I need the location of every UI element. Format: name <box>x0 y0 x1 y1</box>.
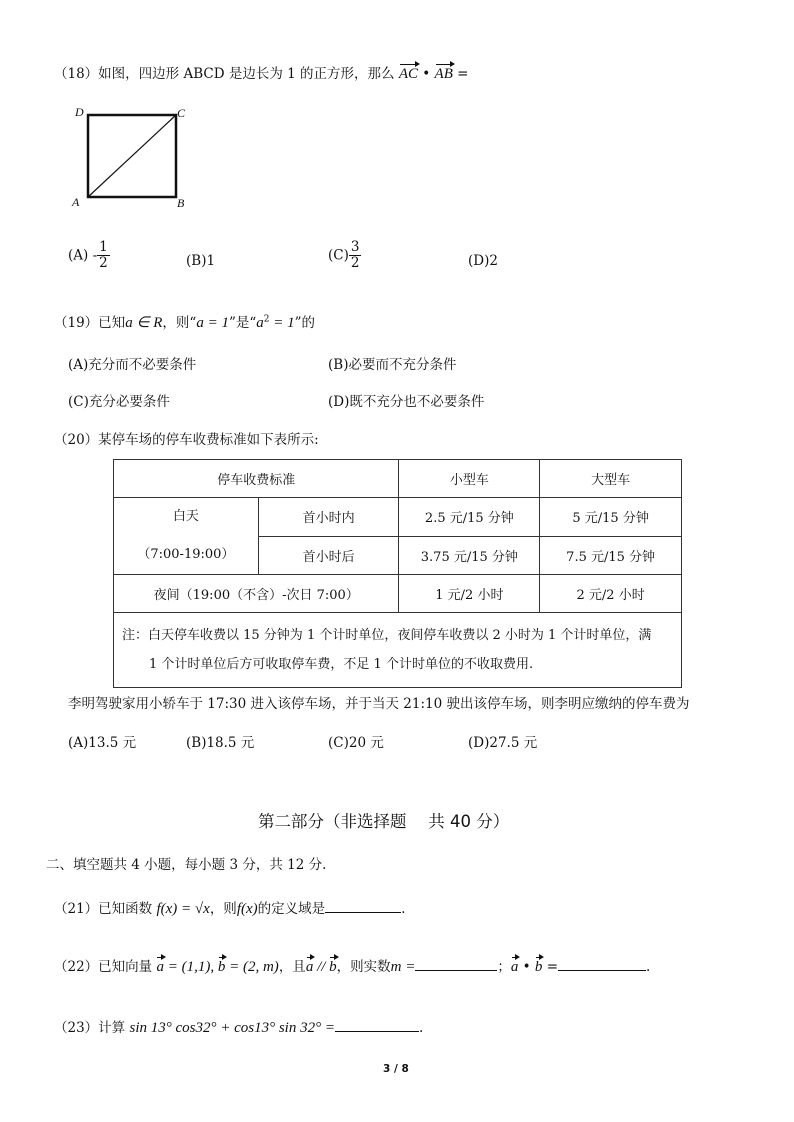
fraction-numerator: 3 <box>350 239 360 255</box>
q19-option-a[interactable]: (A)充分而不必要条件 <box>68 357 197 373</box>
fraction-denominator: 2 <box>350 254 360 271</box>
table-note <box>114 613 682 688</box>
q19-condition-1: a ∈ R <box>125 315 163 331</box>
q22-parallel-b: b <box>329 959 337 975</box>
table-row <box>114 613 682 688</box>
q19-option-b[interactable]: (B)必要而不充分条件 <box>328 357 457 373</box>
q20-option-d[interactable]: (D)27.5 元 <box>468 735 538 751</box>
header-fee-standard: 停车收费标准 <box>114 460 399 498</box>
q19-condition-3-exponent: 2 <box>263 314 270 325</box>
q22-m-equals: m = <box>390 959 416 975</box>
part-two-heading: 第二部分（非选择题 共 40 分） <box>258 812 510 831</box>
q23-expression: sin 13° cos32° + cos13° sin 32° = <box>129 1020 335 1036</box>
q22-parallel-a: a <box>305 959 314 975</box>
table-row <box>114 498 682 537</box>
q19-condition-3-rest: = 1 <box>269 315 295 331</box>
q19-option-c[interactable]: (C)充分必要条件 <box>68 394 170 410</box>
q21-function-ref: f(x) <box>236 901 258 917</box>
night-label: 夜间（19:00（不含）-次日 7:00） <box>114 575 399 613</box>
note-line-1: 注：白天停车收费以 15 分钟为 1 个计时单位，夜间停车收费以 2 小时为 1 个计时单位，满 <box>122 628 652 643</box>
q22-separator: ； <box>497 959 511 975</box>
label-b: B <box>177 196 185 210</box>
q22-dot-a: a <box>510 959 519 975</box>
label-a: A <box>72 195 80 209</box>
q18-option-c[interactable] <box>328 240 361 271</box>
small-night-fee: 1 元/2 小时 <box>399 575 540 613</box>
q18-option-a-label: (A) - <box>68 247 98 264</box>
q18-suffix: = <box>452 66 469 82</box>
q19-mid-2: ”是“ <box>228 315 257 331</box>
q21-stem <box>54 897 405 918</box>
q19-option-d[interactable]: (D)既不充分也不必要条件 <box>328 394 485 410</box>
q19-prefix: （19）已知 <box>54 315 126 331</box>
after-first-hour-label: 首小时后 <box>258 536 399 575</box>
note-line-2: 1 个计时单位后方可收取停车费，不足 1 个计时单位的不收取费用. <box>149 657 534 672</box>
q18-option-b[interactable]: (B)1 <box>186 253 216 269</box>
q22-vector-b-value: = (2, m) <box>225 959 279 975</box>
label-d: D <box>75 105 84 119</box>
q22-dot-symbol: • <box>518 959 535 975</box>
day-label: 白天 <box>172 509 199 524</box>
section-two-instructions: 二、填空题共 4 小题，每小题 3 分，共 12 分. <box>46 857 327 873</box>
small-after-first-hour-fee: 3.75 元/15 分钟 <box>399 536 540 575</box>
table-row <box>114 460 682 498</box>
q20-question: 李明驾驶家用小轿车于 17:30 进入该停车场，并于当天 21:10 驶出该停车场，则李明应缴纳的停车费为 <box>68 696 690 712</box>
q23-answer-blank[interactable] <box>335 1017 419 1032</box>
q21-end: . <box>401 901 406 917</box>
q18-vector-ac: AC <box>398 66 418 82</box>
q22-dot-answer-blank[interactable] <box>558 956 646 971</box>
day-hours: （7:00-19:00） <box>137 547 235 562</box>
fraction-denominator: 2 <box>99 254 108 271</box>
q18-stem <box>54 62 468 83</box>
q23-prefix: （23）计算 <box>54 1020 126 1036</box>
first-hour-label: 首小时内 <box>258 498 399 537</box>
large-night-fee: 2 元/2 小时 <box>540 575 682 613</box>
q21-suffix: 的定义域是 <box>257 901 326 917</box>
q21-answer-blank[interactable] <box>325 898 401 913</box>
q19-stem <box>54 311 315 332</box>
small-first-hour-fee: 2.5 元/15 分钟 <box>399 498 540 537</box>
q22-prefix: （22）已知向量 <box>54 959 153 975</box>
q22-m-answer-blank[interactable] <box>415 956 497 971</box>
q22-dot-b: b <box>534 959 543 975</box>
parking-fee-table <box>113 459 682 688</box>
q18-vector-ab: AB <box>434 66 453 82</box>
q22-end: . <box>646 959 651 975</box>
q19-condition-3-base: a <box>256 315 264 331</box>
q19-condition-2: a = 1 <box>196 315 229 331</box>
large-first-hour-fee: 5 元/15 分钟 <box>540 498 682 537</box>
q23-end: . <box>418 1020 424 1036</box>
q20-option-a[interactable]: (A)13.5 元 <box>68 735 137 751</box>
q22-equals: = <box>542 959 559 975</box>
header-large-car: 大型车 <box>540 460 682 498</box>
q19-mid-1: ，则“ <box>162 315 197 331</box>
diagonal-ac <box>88 115 176 197</box>
q23-stem <box>54 1016 423 1037</box>
q18-dot: • <box>417 66 435 82</box>
q22-mid: ，且 <box>278 959 306 975</box>
q22-vector-a: a <box>156 959 164 975</box>
large-after-first-hour-fee: 7.5 元/15 分钟 <box>540 536 682 575</box>
q22-stem <box>54 955 650 976</box>
q22-vector-b: b <box>217 959 226 975</box>
day-cell <box>114 498 259 575</box>
q21-prefix: （21）已知函数 <box>54 901 153 917</box>
q18-option-c-label: (C) <box>328 247 349 264</box>
q21-function: f(x) = √x <box>156 901 210 917</box>
q18-option-c-fraction <box>349 240 362 271</box>
q22-mid-2: ，则实数 <box>336 959 391 975</box>
page-number: 3 / 8 <box>383 1063 409 1075</box>
q20-option-c[interactable]: (C)20 元 <box>328 735 384 751</box>
q22-parallel-symbol: // <box>313 959 330 975</box>
q22-vector-a-value: = (1,1), <box>163 959 218 975</box>
header-small-car: 小型车 <box>399 460 540 498</box>
label-c: C <box>177 106 186 120</box>
q18-option-a-fraction <box>97 240 110 271</box>
table-row <box>114 575 682 613</box>
q18-prefix: （18）如图，四边形 ABCD 是边长为 1 的正方形，那么 <box>54 66 395 82</box>
fraction-numerator: 1 <box>99 239 108 255</box>
q18-option-a[interactable] <box>68 240 110 271</box>
q18-option-d[interactable]: (D)2 <box>468 253 498 269</box>
q20-option-b[interactable]: (B)18.5 元 <box>186 735 255 751</box>
q19-suffix: ”的 <box>294 315 316 331</box>
q20-stem: （20）某停车场的停车收费标准如下表所示: <box>54 432 319 448</box>
q21-mid: ，则 <box>209 901 237 917</box>
